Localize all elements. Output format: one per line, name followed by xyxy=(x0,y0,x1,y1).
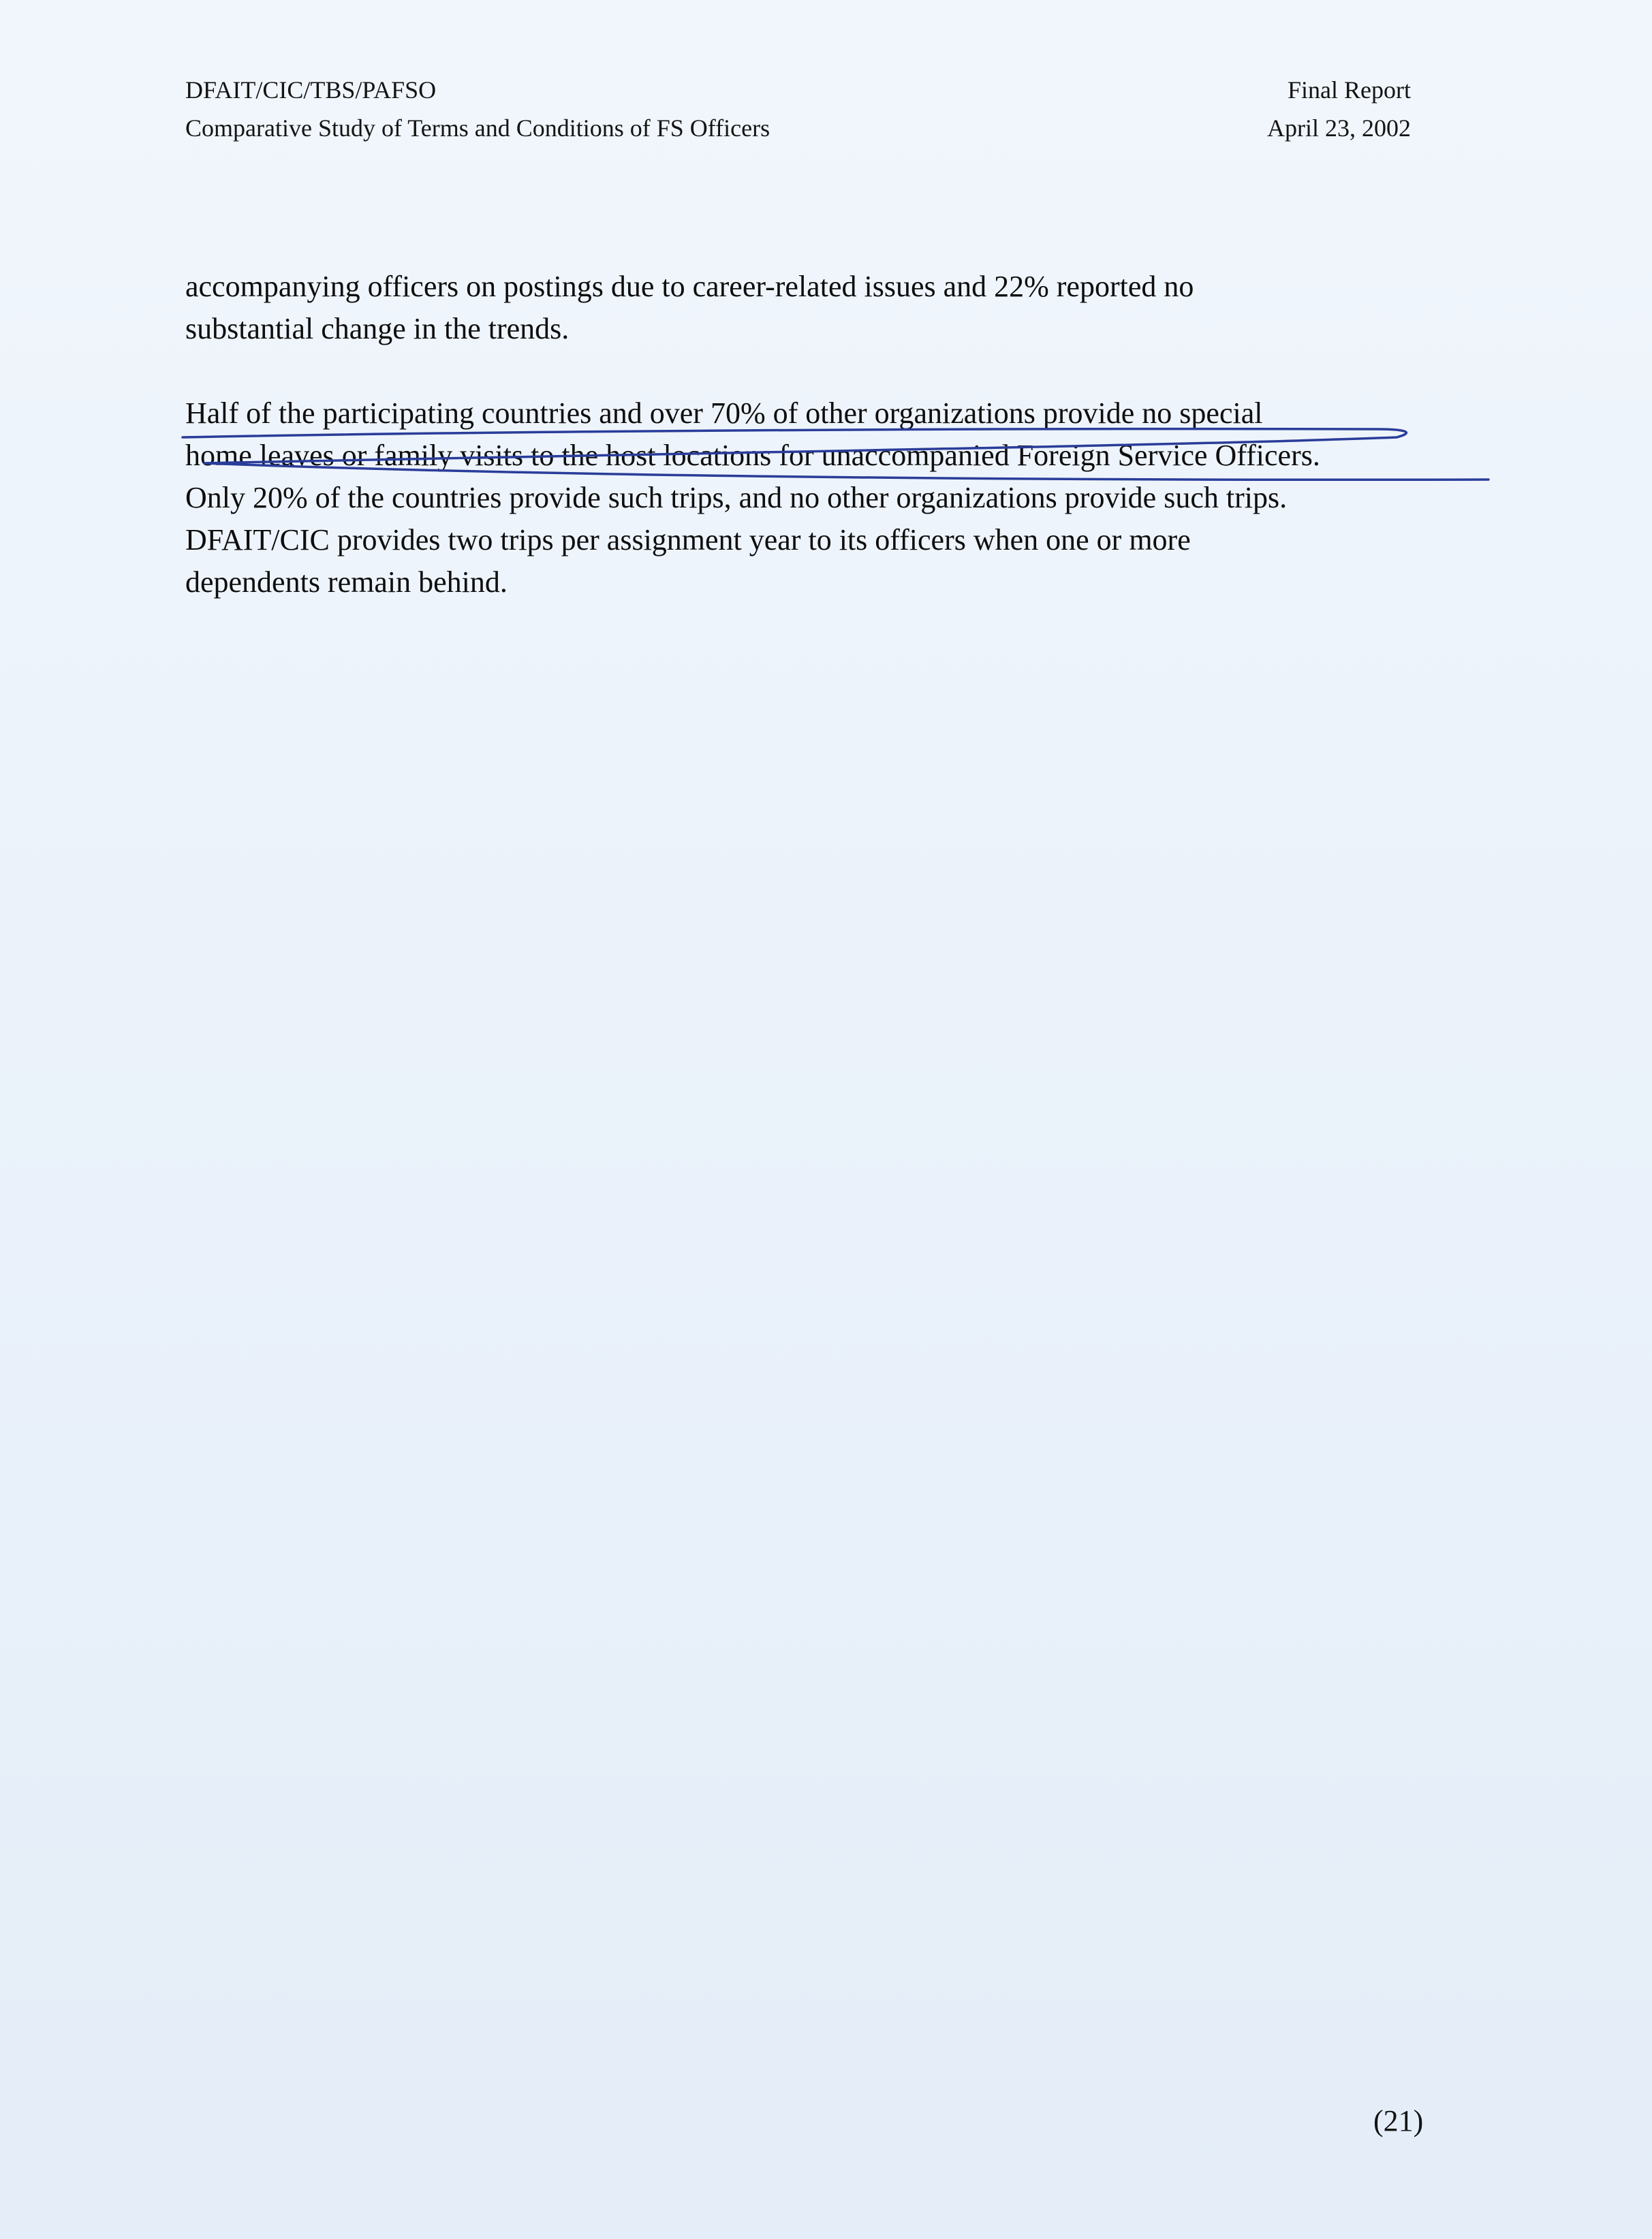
page-number: (21) xyxy=(1373,2104,1424,2138)
paragraph-line: dependents remain behind. xyxy=(185,565,508,599)
paragraph-line: substantial change in the trends. xyxy=(185,312,570,345)
header-report-date: April 23, 2002 xyxy=(1267,114,1411,142)
paragraph-line: Only 20% of the countries provide such trips, and no other organizations provide such trips. xyxy=(185,481,1288,514)
body-paragraph-career-issues xyxy=(185,266,1500,350)
running-header-right xyxy=(1267,71,1411,147)
header-report-type: Final Report xyxy=(1288,76,1411,104)
header-study-title: Comparative Study of Terms and Conditions of FS Officers xyxy=(185,114,770,142)
paragraph-line: accompanying officers on postings due to career-related issues and 22% reported no xyxy=(185,270,1194,303)
header-project-code: DFAIT/CIC/TBS/PAFSO xyxy=(185,76,437,104)
paragraph-line: DFAIT/CIC provides two trips per assignment year to its officers when one or more xyxy=(185,523,1191,557)
paragraph-line: home leaves or family visits to the host locations for unaccompanied Foreign Service Officers. xyxy=(185,439,1320,472)
running-header-left xyxy=(185,71,770,147)
paragraph-line: Half of the participating countries and over 70% of other organizations provide no special xyxy=(185,396,1263,430)
body-paragraph-home-leave xyxy=(185,392,1500,604)
